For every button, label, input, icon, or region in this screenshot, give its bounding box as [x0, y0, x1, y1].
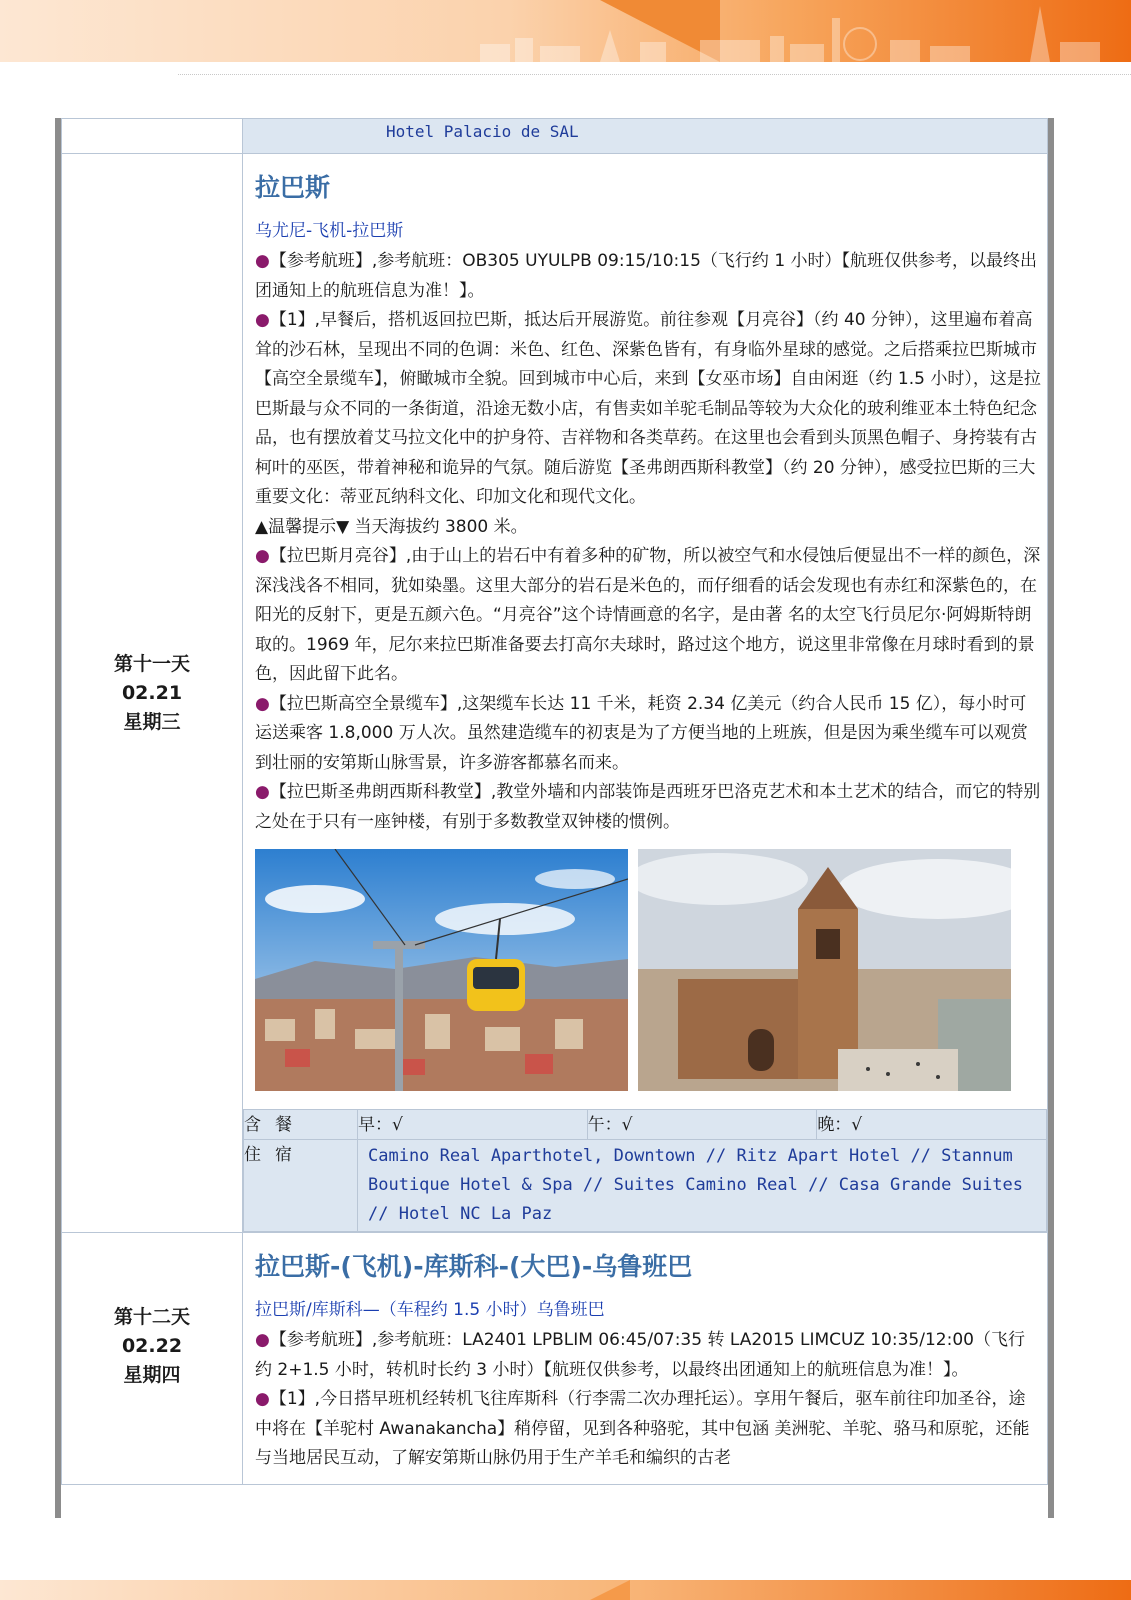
bullet-icon: ●	[255, 546, 270, 566]
header-divider	[178, 74, 1131, 75]
header-banner	[0, 0, 1131, 62]
moon-valley-paragraph: ●【拉巴斯月亮谷】,由于山上的岩石中有着多种的矿物，所以被空气和水侵蚀后便显出不一样的颜色，深深浅浅各不相同，犹如染墨。这里大部分的岩石是米色的，而仔细看的话会发现也有赤红和深紫色的，在阳光的反射下，更是五颜六色。“月亮谷”这个诗情画意的名字，是由著 名的太空飞行员尼尔·阿姆斯特朗取的。1969 年，尼尔来拉巴斯准备要去打高尔夫球时，路过这个地方，说这里非常像在月球时看到的景色，因此留下此名。	[255, 546, 1041, 684]
prev-hotel-name: Hotel Palacio de SAL	[386, 122, 579, 141]
day11-date: 02.21	[121, 681, 183, 704]
day12-title: 拉巴斯-(飞机)-库斯科-(大巴)-乌鲁班巴	[255, 1252, 693, 1281]
bullet-icon: ●	[255, 1330, 270, 1350]
bullet-icon: ●	[255, 310, 270, 330]
day11-row	[62, 154, 1048, 1233]
lodging-hotels: Camino Real Aparthotel, Downtown // Ritz Apart Hotel // Stannum Boutique Hotel & Spa // Suites Camino Real // Casa Grande Suites // Hotel NC La Paz	[358, 1140, 1047, 1232]
day12-route: 拉巴斯/库斯科—（车程约 1.5 小时）乌鲁班巴	[255, 1300, 605, 1320]
san-francisco-church-photo	[638, 849, 1011, 1091]
prev-hotel-row	[62, 119, 1048, 154]
church-paragraph: ●【拉巴斯圣弗朗西斯科教堂】,教堂外墙和内部装饰是西班牙巴洛克艺术和本土艺术的结合，而它的特别之处在于只有一座钟楼，有别于多数教堂双钟楼的惯例。	[255, 782, 1041, 832]
cable-car-paragraph: ●【拉巴斯高空全景缆车】,这架缆车长达 11 千米，耗资 2.34 亿美元（约合人民币 15 亿），每小时可运送乘客 1.8,000 万人次。虽然建造缆车的初衷是为了方便当地的上班族，但是因为乘坐缆车可以观赏到壮丽的安第斯山脉雪景，许多游客都慕名而来。	[255, 693, 1028, 773]
itinerary-table	[61, 118, 1048, 1485]
day12-weekday: 星期四	[123, 1364, 181, 1386]
day11-itinerary-paragraph: ●【1】,早餐后，搭机返回拉巴斯，抵达后开展游览。前往参观【月亮谷】（约 40 分钟），这里遍布着高耸的沙石林，呈现出不同的色调：米色、红色、深紫色皆有，有身临外星球的感觉。之后搭乘拉巴斯城市【高空全景缆车】，俯瞰城市全貌。回到城市中心后，来到【女巫市场】自由闲逛（约 1.5 小时），这是拉巴斯最与众不同的一条街道，沿途无数小店，有售卖如羊驼毛制品等较为大众化的玻利维亚本土特色纪念品，也有摆放着艾马拉文化中的护身符、吉祥物和各类草药。在这里也会看到头顶黑色帽子、身挎装有古柯叶的巫医，带着神秘和诡异的气氛。随后游览【圣弗朗西斯科教堂】（约 20 分钟），感受拉巴斯的三大重要文化：蒂亚瓦纳科文化、印加文化和现代文化。	[255, 310, 1041, 507]
day11-info-table	[243, 1109, 1047, 1232]
bullet-icon: ●	[255, 251, 270, 271]
day11-label-cell	[62, 154, 243, 1233]
bullet-icon: ●	[255, 782, 270, 802]
day11-title: 拉巴斯	[255, 173, 331, 202]
bullet-icon: ●	[255, 1389, 270, 1409]
dinner-status: 晚：√	[817, 1110, 1047, 1140]
skyline-decoration	[0, 0, 1131, 62]
day11-flight-paragraph: ●【参考航班】,参考航班：OB305 UYULPB 09:15/10:15（飞行约 1 小时）【航班仅供参考，以最终出团通知上的航班信息为准！】。	[255, 251, 1038, 301]
day12-label-cell	[62, 1233, 243, 1485]
day12-row	[62, 1233, 1048, 1485]
cable-car-photo	[255, 849, 628, 1091]
day11-label: 第十一天	[113, 652, 190, 675]
day12-label: 第十二天	[113, 1306, 190, 1328]
day11-weekday: 星期三	[123, 710, 181, 733]
day11-route: 乌尤尼-飞机-拉巴斯	[255, 221, 404, 241]
lunch-status: 午：√	[587, 1110, 817, 1140]
day12-date: 02.22	[121, 1335, 183, 1357]
itinerary-frame	[55, 118, 1054, 1518]
breakfast-status: 早：√	[358, 1110, 588, 1140]
meals-label: 含餐	[244, 1110, 358, 1140]
day11-tip: ▲温馨提示▼ 当天海拔约 3800 米。	[255, 516, 528, 537]
day12-flight-paragraph: ●【参考航班】,参考航班：LA2401 LPBLIM 06:45/07:35 转 LA2015 LIMCUZ 10:35/12:00（飞行约 2+1.5 小时，转机时长约 3 小时）【航班仅供参考，以最终出团通知上的航班信息为准！】。	[255, 1330, 1025, 1380]
footer-banner	[0, 1580, 1131, 1600]
day11-photos	[255, 849, 1041, 1091]
lodging-label: 住宿	[244, 1140, 358, 1232]
bullet-icon: ●	[255, 693, 270, 714]
day12-itinerary-paragraph: ●【1】,今日搭早班机经转机飞往库斯科（行李需二次办理托运）。享用午餐后，驱车前往印加圣谷，途中将在【羊驼村 Awanakancha】稍停留，见到各种骆驼，其中包涵 美洲驼、羊驼、骆马和原驼，还能与当地居民互动，了解安第斯山脉仍用于生产羊毛和编织的古老	[255, 1389, 1030, 1468]
